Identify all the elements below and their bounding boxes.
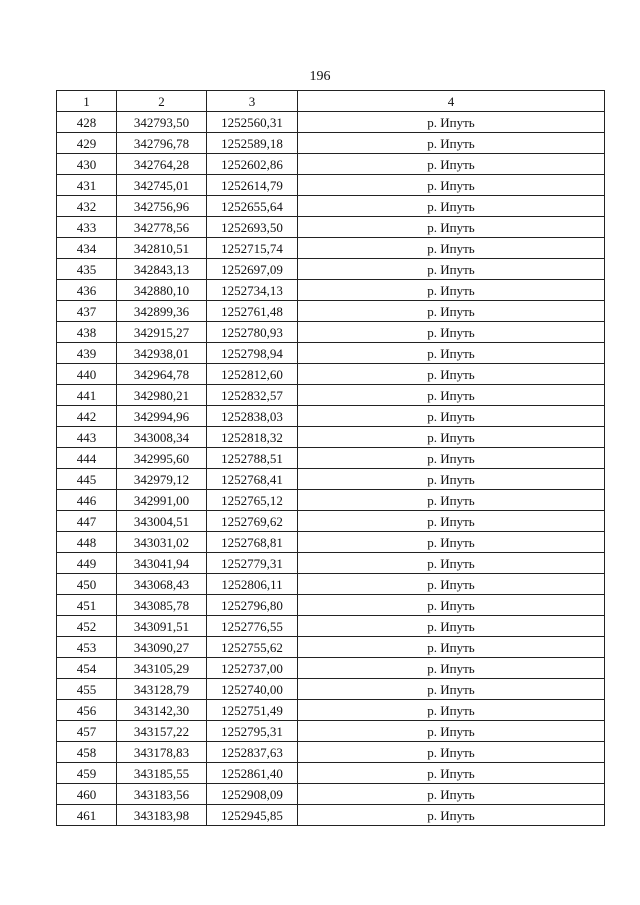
column-header: 1	[57, 91, 117, 112]
x-coordinate-cell: 342843,13	[117, 259, 207, 280]
x-coordinate-cell: 342756,96	[117, 196, 207, 217]
table-row	[57, 322, 605, 343]
description-cell: р. Ипуть	[298, 742, 605, 763]
description-cell: р. Ипуть	[298, 112, 605, 133]
x-coordinate-cell: 343090,27	[117, 637, 207, 658]
description-cell: р. Ипуть	[298, 196, 605, 217]
description-cell: р. Ипуть	[298, 238, 605, 259]
description-cell: р. Ипуть	[298, 133, 605, 154]
x-coordinate-cell: 342764,28	[117, 154, 207, 175]
table-row	[57, 133, 605, 154]
table-row	[57, 805, 605, 826]
table-row	[57, 637, 605, 658]
y-coordinate-cell: 1252602,86	[207, 154, 298, 175]
point-number-cell: 458	[57, 742, 117, 763]
y-coordinate-cell: 1252768,41	[207, 469, 298, 490]
y-coordinate-cell: 1252861,40	[207, 763, 298, 784]
table-row	[57, 406, 605, 427]
description-cell: р. Ипуть	[298, 574, 605, 595]
description-cell: р. Ипуть	[298, 637, 605, 658]
description-cell: р. Ипуть	[298, 364, 605, 385]
table-row	[57, 511, 605, 532]
x-coordinate-cell: 342979,12	[117, 469, 207, 490]
description-cell: р. Ипуть	[298, 532, 605, 553]
point-number-cell: 441	[57, 385, 117, 406]
point-number-cell: 449	[57, 553, 117, 574]
point-number-cell: 459	[57, 763, 117, 784]
table-row	[57, 280, 605, 301]
x-coordinate-cell: 342995,60	[117, 448, 207, 469]
x-coordinate-cell: 343128,79	[117, 679, 207, 700]
description-cell: р. Ипуть	[298, 280, 605, 301]
description-cell: р. Ипуть	[298, 658, 605, 679]
description-cell: р. Ипуть	[298, 154, 605, 175]
y-coordinate-cell: 1252761,48	[207, 301, 298, 322]
description-cell: р. Ипуть	[298, 679, 605, 700]
y-coordinate-cell: 1252788,51	[207, 448, 298, 469]
point-number-cell: 448	[57, 532, 117, 553]
x-coordinate-cell: 343085,78	[117, 595, 207, 616]
description-cell: р. Ипуть	[298, 217, 605, 238]
x-coordinate-cell: 342964,78	[117, 364, 207, 385]
y-coordinate-cell: 1252779,31	[207, 553, 298, 574]
y-coordinate-cell: 1252818,32	[207, 427, 298, 448]
point-number-cell: 431	[57, 175, 117, 196]
table-row	[57, 238, 605, 259]
description-cell: р. Ипуть	[298, 406, 605, 427]
point-number-cell: 434	[57, 238, 117, 259]
y-coordinate-cell: 1252776,55	[207, 616, 298, 637]
y-coordinate-cell: 1252837,63	[207, 742, 298, 763]
y-coordinate-cell: 1252832,57	[207, 385, 298, 406]
x-coordinate-cell: 343004,51	[117, 511, 207, 532]
table-row	[57, 574, 605, 595]
y-coordinate-cell: 1252806,11	[207, 574, 298, 595]
x-coordinate-cell: 342915,27	[117, 322, 207, 343]
point-number-cell: 443	[57, 427, 117, 448]
y-coordinate-cell: 1252812,60	[207, 364, 298, 385]
point-number-cell: 437	[57, 301, 117, 322]
coordinates-table	[56, 90, 605, 826]
description-cell: р. Ипуть	[298, 490, 605, 511]
table-row	[57, 742, 605, 763]
description-cell: р. Ипуть	[298, 385, 605, 406]
x-coordinate-cell: 343183,98	[117, 805, 207, 826]
y-coordinate-cell: 1252768,81	[207, 532, 298, 553]
description-cell: р. Ипуть	[298, 511, 605, 532]
table-row	[57, 553, 605, 574]
table-row	[57, 385, 605, 406]
point-number-cell: 442	[57, 406, 117, 427]
point-number-cell: 454	[57, 658, 117, 679]
point-number-cell: 453	[57, 637, 117, 658]
x-coordinate-cell: 343041,94	[117, 553, 207, 574]
x-coordinate-cell: 343142,30	[117, 700, 207, 721]
table-row	[57, 721, 605, 742]
y-coordinate-cell: 1252798,94	[207, 343, 298, 364]
y-coordinate-cell: 1252795,31	[207, 721, 298, 742]
table-row	[57, 490, 605, 511]
description-cell: р. Ипуть	[298, 805, 605, 826]
table-row	[57, 364, 605, 385]
y-coordinate-cell: 1252560,31	[207, 112, 298, 133]
description-cell: р. Ипуть	[298, 763, 605, 784]
point-number-cell: 456	[57, 700, 117, 721]
table-header-row	[57, 91, 605, 112]
description-cell: р. Ипуть	[298, 700, 605, 721]
description-cell: р. Ипуть	[298, 448, 605, 469]
table-row	[57, 784, 605, 805]
y-coordinate-cell: 1252697,09	[207, 259, 298, 280]
description-cell: р. Ипуть	[298, 469, 605, 490]
table-row	[57, 763, 605, 784]
table-row	[57, 343, 605, 364]
y-coordinate-cell: 1252755,62	[207, 637, 298, 658]
y-coordinate-cell: 1252655,64	[207, 196, 298, 217]
point-number-cell: 457	[57, 721, 117, 742]
x-coordinate-cell: 343183,56	[117, 784, 207, 805]
table-row	[57, 700, 605, 721]
table-row	[57, 217, 605, 238]
y-coordinate-cell: 1252780,93	[207, 322, 298, 343]
table-row	[57, 259, 605, 280]
y-coordinate-cell: 1252765,12	[207, 490, 298, 511]
description-cell: р. Ипуть	[298, 343, 605, 364]
point-number-cell: 455	[57, 679, 117, 700]
description-cell: р. Ипуть	[298, 175, 605, 196]
description-cell: р. Ипуть	[298, 595, 605, 616]
x-coordinate-cell: 343105,29	[117, 658, 207, 679]
table-row	[57, 658, 605, 679]
table-row	[57, 196, 605, 217]
y-coordinate-cell: 1252740,00	[207, 679, 298, 700]
x-coordinate-cell: 343031,02	[117, 532, 207, 553]
point-number-cell: 435	[57, 259, 117, 280]
point-number-cell: 438	[57, 322, 117, 343]
x-coordinate-cell: 343157,22	[117, 721, 207, 742]
point-number-cell: 460	[57, 784, 117, 805]
x-coordinate-cell: 342994,96	[117, 406, 207, 427]
y-coordinate-cell: 1252838,03	[207, 406, 298, 427]
point-number-cell: 436	[57, 280, 117, 301]
y-coordinate-cell: 1252908,09	[207, 784, 298, 805]
x-coordinate-cell: 342899,36	[117, 301, 207, 322]
table-row	[57, 532, 605, 553]
x-coordinate-cell: 342938,01	[117, 343, 207, 364]
point-number-cell: 444	[57, 448, 117, 469]
table-row	[57, 595, 605, 616]
x-coordinate-cell: 342880,10	[117, 280, 207, 301]
point-number-cell: 439	[57, 343, 117, 364]
table-row	[57, 175, 605, 196]
point-number-cell: 446	[57, 490, 117, 511]
table-row	[57, 616, 605, 637]
x-coordinate-cell: 342796,78	[117, 133, 207, 154]
description-cell: р. Ипуть	[298, 553, 605, 574]
y-coordinate-cell: 1252796,80	[207, 595, 298, 616]
y-coordinate-cell: 1252945,85	[207, 805, 298, 826]
column-header: 4	[298, 91, 605, 112]
description-cell: р. Ипуть	[298, 616, 605, 637]
x-coordinate-cell: 342778,56	[117, 217, 207, 238]
point-number-cell: 440	[57, 364, 117, 385]
table-row	[57, 469, 605, 490]
table-body	[57, 112, 605, 826]
point-number-cell: 430	[57, 154, 117, 175]
point-number-cell: 461	[57, 805, 117, 826]
point-number-cell: 452	[57, 616, 117, 637]
description-cell: р. Ипуть	[298, 259, 605, 280]
y-coordinate-cell: 1252589,18	[207, 133, 298, 154]
x-coordinate-cell: 342810,51	[117, 238, 207, 259]
x-coordinate-cell: 342793,50	[117, 112, 207, 133]
description-cell: р. Ипуть	[298, 721, 605, 742]
x-coordinate-cell: 342980,21	[117, 385, 207, 406]
x-coordinate-cell: 343008,34	[117, 427, 207, 448]
y-coordinate-cell: 1252769,62	[207, 511, 298, 532]
table-row	[57, 154, 605, 175]
x-coordinate-cell: 343068,43	[117, 574, 207, 595]
x-coordinate-cell: 342745,01	[117, 175, 207, 196]
x-coordinate-cell: 342991,00	[117, 490, 207, 511]
column-header: 2	[117, 91, 207, 112]
y-coordinate-cell: 1252715,74	[207, 238, 298, 259]
table-row	[57, 301, 605, 322]
point-number-cell: 433	[57, 217, 117, 238]
y-coordinate-cell: 1252614,79	[207, 175, 298, 196]
y-coordinate-cell: 1252693,50	[207, 217, 298, 238]
table-row	[57, 679, 605, 700]
table-row	[57, 112, 605, 133]
page-number: 196	[309, 69, 331, 84]
x-coordinate-cell: 343091,51	[117, 616, 207, 637]
y-coordinate-cell: 1252751,49	[207, 700, 298, 721]
description-cell: р. Ипуть	[298, 322, 605, 343]
table-row	[57, 448, 605, 469]
x-coordinate-cell: 343178,83	[117, 742, 207, 763]
point-number-cell: 447	[57, 511, 117, 532]
point-number-cell: 445	[57, 469, 117, 490]
point-number-cell: 450	[57, 574, 117, 595]
x-coordinate-cell: 343185,55	[117, 763, 207, 784]
column-header: 3	[207, 91, 298, 112]
description-cell: р. Ипуть	[298, 427, 605, 448]
point-number-cell: 451	[57, 595, 117, 616]
description-cell: р. Ипуть	[298, 301, 605, 322]
y-coordinate-cell: 1252737,00	[207, 658, 298, 679]
point-number-cell: 428	[57, 112, 117, 133]
point-number-cell: 429	[57, 133, 117, 154]
description-cell: р. Ипуть	[298, 784, 605, 805]
point-number-cell: 432	[57, 196, 117, 217]
y-coordinate-cell: 1252734,13	[207, 280, 298, 301]
table-row	[57, 427, 605, 448]
